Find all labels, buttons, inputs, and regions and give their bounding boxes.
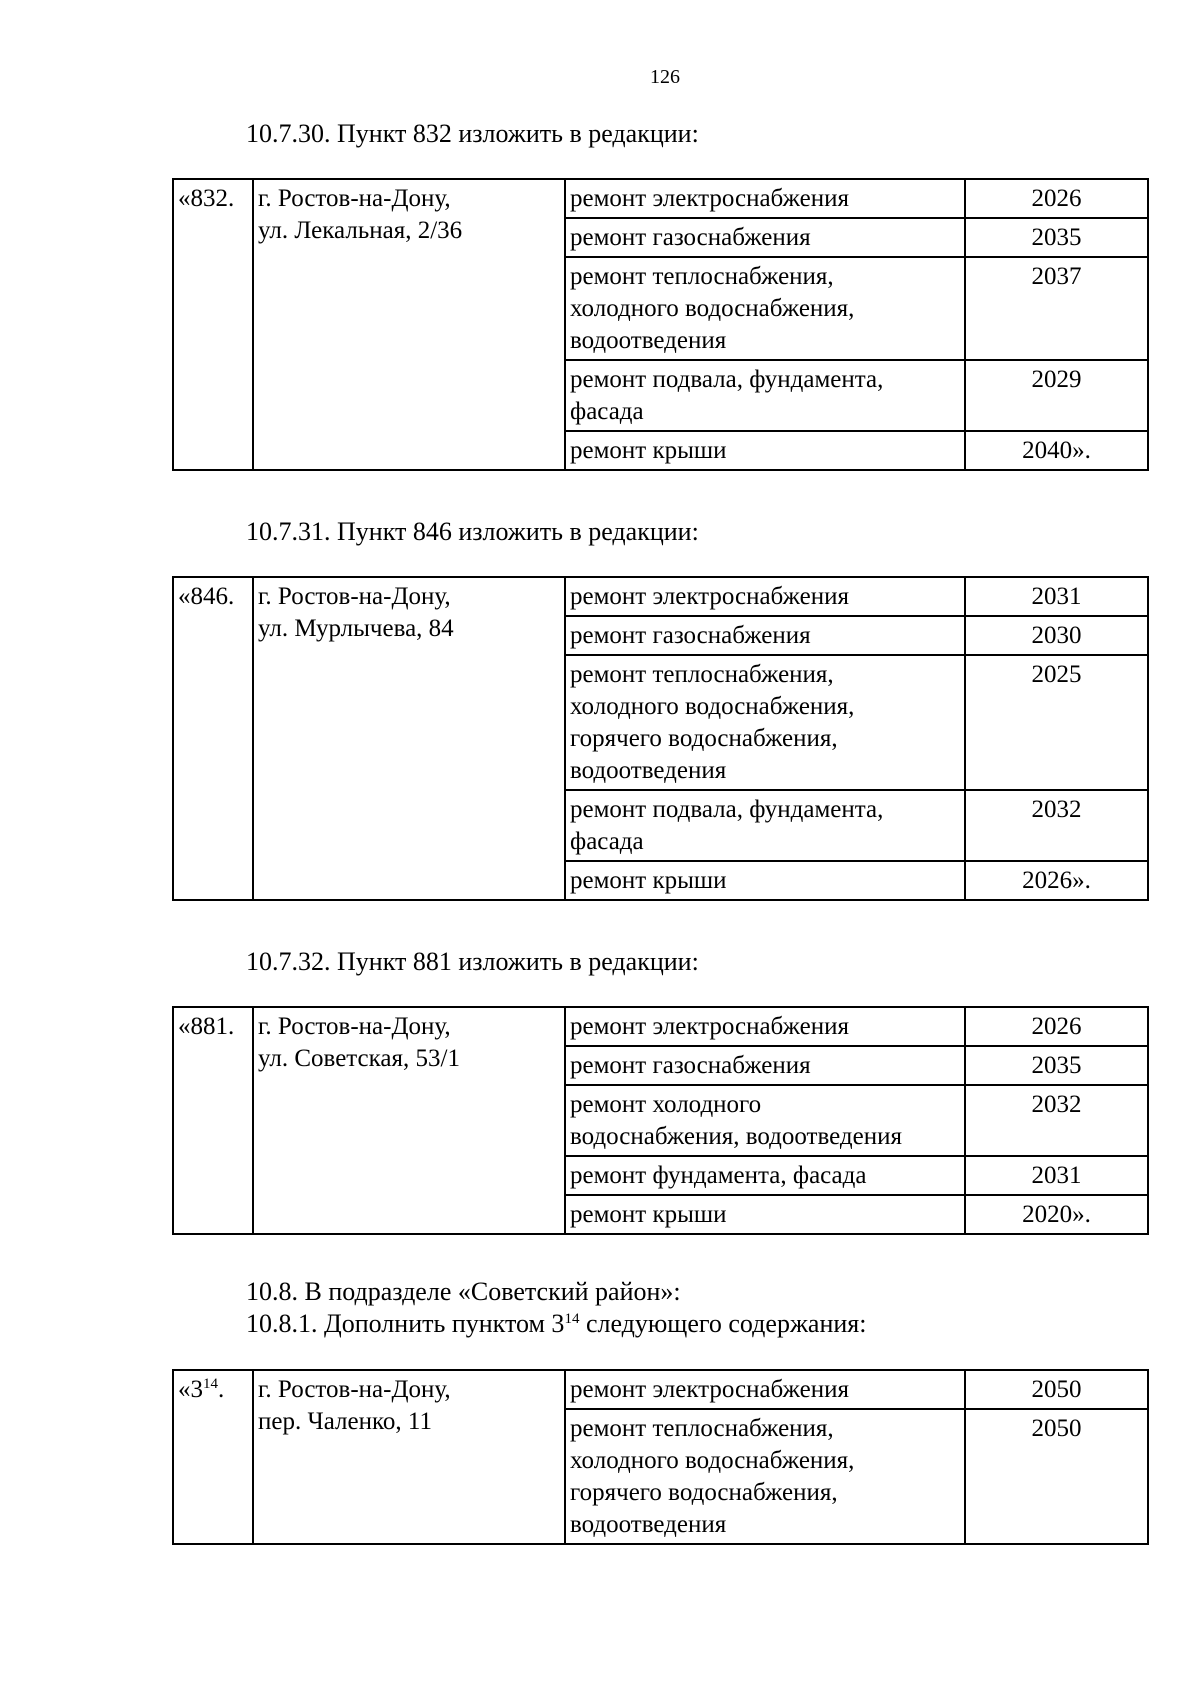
work-line: ремонт электроснабжения	[570, 583, 849, 610]
address-line: г. Ростов-на-Дону,	[258, 185, 451, 212]
work-line: холодного водоснабжения,	[570, 295, 855, 322]
work-line: ремонт газоснабжения	[570, 224, 811, 251]
work-year: 2031	[965, 1156, 1148, 1195]
work-line: водоотведения	[570, 327, 727, 354]
work-year: 2026	[965, 179, 1148, 218]
work-year: 2020».	[965, 1195, 1148, 1234]
work-year: 2050	[965, 1370, 1148, 1409]
item-address	[253, 1370, 565, 1544]
work-line: ремонт электроснабжения	[570, 1013, 849, 1040]
subheading-superscript: 14	[564, 1311, 580, 1327]
work-line: ремонт холодного	[570, 1091, 762, 1118]
section-heading: 10.7.30. Пункт 832 изложить в редакции:	[246, 119, 699, 148]
work-year: 2026	[965, 1007, 1148, 1046]
work-line: горячего водоснабжения,	[570, 725, 838, 752]
table-row	[173, 577, 1148, 616]
work-type	[565, 790, 965, 861]
item-number: «832.	[173, 179, 253, 470]
subsection-heading: 10.8. В подразделе «Советский район»:	[246, 1277, 681, 1306]
work-year: 2031	[965, 577, 1148, 616]
address-line: ул. Лекальная, 2/36	[258, 217, 463, 244]
address-line: ул. Мурлычева, 84	[258, 615, 454, 642]
work-line: ремонт газоснабжения	[570, 1052, 811, 1079]
work-year: 2035	[965, 1046, 1148, 1085]
item-address	[253, 577, 565, 900]
table-row	[173, 1370, 1148, 1409]
item-table-846	[172, 576, 1149, 901]
work-line: ремонт теплоснабжения,	[570, 661, 834, 688]
item-table-832	[172, 178, 1149, 471]
work-type	[565, 179, 965, 218]
work-year: 2037	[965, 257, 1148, 360]
subheading-text: 10.8.1. Дополнить пунктом 3	[246, 1309, 565, 1338]
item-table-881	[172, 1006, 1149, 1235]
address-line: г. Ростов-на-Дону,	[258, 1376, 451, 1403]
work-line: горячего водоснабжения,	[570, 1479, 838, 1506]
work-year: 2032	[965, 790, 1148, 861]
work-year: 2030	[965, 616, 1148, 655]
work-type	[565, 1046, 965, 1085]
work-line: холодного водоснабжения,	[570, 1447, 855, 1474]
work-line: ремонт крыши	[570, 1201, 727, 1228]
work-line: водоотведения	[570, 757, 727, 784]
subheading-text-end: следующего содержания:	[579, 1309, 867, 1338]
work-type	[565, 360, 965, 431]
work-line: водоотведения	[570, 1511, 727, 1538]
work-type	[565, 431, 965, 470]
address-line: пер. Чаленко, 11	[258, 1408, 432, 1435]
table-row	[173, 1007, 1148, 1046]
item-number	[173, 1370, 253, 1544]
work-line: ремонт теплоснабжения,	[570, 263, 834, 290]
address-line: г. Ростов-на-Дону,	[258, 1013, 451, 1040]
item-number: «881.	[173, 1007, 253, 1234]
work-line: фасада	[570, 828, 644, 855]
item-address	[253, 179, 565, 470]
item-number-text: «3	[178, 1376, 203, 1403]
work-line: ремонт подвала, фундамента,	[570, 796, 884, 823]
work-year: 2032	[965, 1085, 1148, 1156]
work-line: ремонт подвала, фундамента,	[570, 366, 884, 393]
work-year: 2040».	[965, 431, 1148, 470]
item-number: «846.	[173, 577, 253, 900]
item-address	[253, 1007, 565, 1234]
item-number-text-end: .	[218, 1376, 225, 1403]
work-line: ремонт газоснабжения	[570, 622, 811, 649]
work-line: ремонт крыши	[570, 437, 727, 464]
work-type	[565, 1195, 965, 1234]
work-type	[565, 1409, 965, 1544]
work-line: холодного водоснабжения,	[570, 693, 855, 720]
item-number-superscript: 14	[203, 1376, 218, 1392]
work-type	[565, 1085, 965, 1156]
work-type	[565, 616, 965, 655]
work-line: ремонт крыши	[570, 867, 727, 894]
section-heading: 10.7.32. Пункт 881 изложить в редакции:	[246, 947, 699, 976]
work-type	[565, 655, 965, 790]
work-line: водоснабжения, водоотведения	[570, 1123, 902, 1150]
subsection-subheading	[246, 1308, 866, 1340]
work-type	[565, 218, 965, 257]
item-table-3-14	[172, 1369, 1149, 1545]
work-type	[565, 577, 965, 616]
work-type	[565, 257, 965, 360]
section-heading: 10.7.31. Пункт 846 изложить в редакции:	[246, 517, 699, 546]
work-year: 2029	[965, 360, 1148, 431]
work-line: ремонт теплоснабжения,	[570, 1415, 834, 1442]
address-line: ул. Советская, 53/1	[258, 1045, 460, 1072]
work-line: фасада	[570, 398, 644, 425]
table-row	[173, 179, 1148, 218]
work-year: 2050	[965, 1409, 1148, 1544]
work-line: ремонт электроснабжения	[570, 1376, 849, 1403]
work-line: ремонт фундамента, фасада	[570, 1162, 867, 1189]
work-type	[565, 1370, 965, 1409]
work-type	[565, 1156, 965, 1195]
work-line: ремонт электроснабжения	[570, 185, 849, 212]
work-type	[565, 861, 965, 900]
work-year: 2035	[965, 218, 1148, 257]
address-line: г. Ростов-на-Дону,	[258, 583, 451, 610]
work-year: 2026».	[965, 861, 1148, 900]
page-number: 126	[650, 66, 680, 88]
work-year: 2025	[965, 655, 1148, 790]
work-type	[565, 1007, 965, 1046]
